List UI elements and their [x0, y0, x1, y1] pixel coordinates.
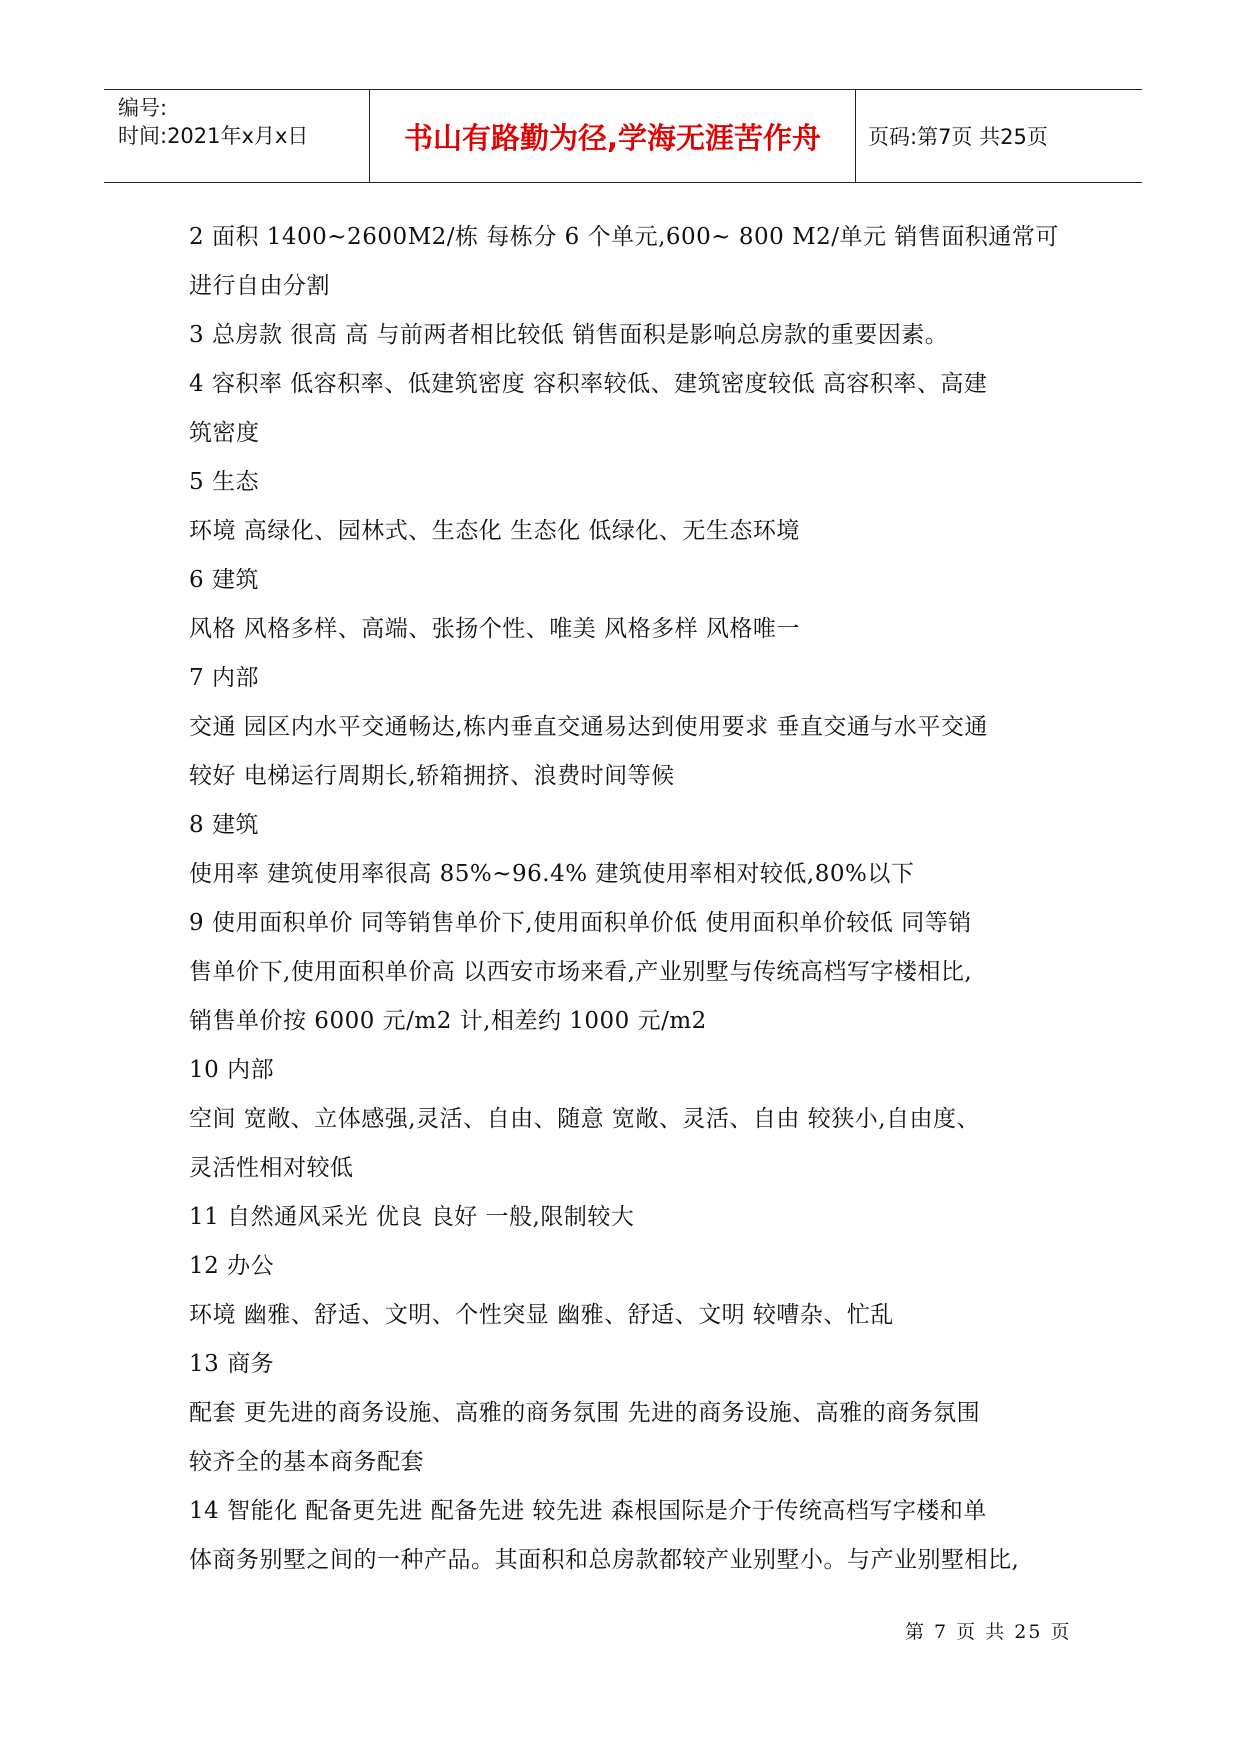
body-line: 进行自由分割: [189, 273, 330, 299]
body-line: 环境 高绿化、园林式、生态化 生态化 低绿化、无生态环境: [189, 518, 800, 544]
page-footer: 第 7 页 共 25 页: [905, 1621, 1072, 1643]
body-line: 4 容积率 低容积率、低建筑密度 容积率较低、建筑密度较低 高容积率、高建: [189, 371, 988, 397]
body-line: 3 总房款 很高 高 与前两者相比较低 销售面积是影响总房款的重要因素。: [189, 322, 949, 348]
body-line: 7 内部: [189, 665, 259, 691]
body-line: 13 商务: [189, 1351, 275, 1377]
body-line: 体商务别墅之间的一种产品。其面积和总房款都较产业别墅小。与产业别墅相比,: [189, 1547, 1020, 1573]
body-line: 空间 宽敞、立体感强,灵活、自由、随意 宽敞、灵活、自由 较狭小,自由度、: [189, 1106, 981, 1132]
body-line: 筑密度: [189, 420, 260, 446]
body-line: 2 面积 1400~2600M2/栋 每栋分 6 个单元,600~ 800 M2/单元 销售面积通常可: [189, 224, 1059, 250]
body-line: 售单价下,使用面积单价高 以西安市场来看,产业别墅与传统高档写字楼相比,: [189, 959, 973, 985]
body-line: 11 自然通风采光 优良 良好 一般,限制较大: [189, 1204, 635, 1230]
page-header: [104, 89, 1142, 183]
header-motto-cell: [370, 90, 856, 182]
body-line: 12 办公: [189, 1253, 275, 1279]
body-line: 9 使用面积单价 同等销售单价下,使用面积单价低 使用面积单价较低 同等销: [189, 910, 972, 936]
header-page-cell: [856, 90, 1142, 182]
body-line: 较齐全的基本商务配套: [189, 1449, 424, 1475]
body-line: 配套 更先进的商务设施、高雅的商务氛围 先进的商务设施、高雅的商务氛围: [189, 1400, 981, 1426]
time-label: 时间:2021年x月x日: [118, 124, 309, 148]
body-line: 6 建筑: [189, 567, 259, 593]
body-line: 环境 幽雅、舒适、文明、个性突显 幽雅、舒适、文明 较嘈杂、忙乱: [189, 1302, 894, 1328]
page-label: 页码:第7页 共25页: [868, 125, 1048, 149]
document-body: [189, 213, 1089, 1585]
number-label: 编号:: [118, 96, 168, 120]
body-line: 风格 风格多样、高端、张扬个性、唯美 风格多样 风格唯一: [189, 616, 800, 642]
body-line: 交通 园区内水平交通畅达,栋内垂直交通易达到使用要求 垂直交通与水平交通: [189, 714, 988, 740]
body-line: 销售单价按 6000 元/m2 计,相差约 1000 元/m2: [189, 1008, 707, 1034]
body-line: 较好 电梯运行周期长,轿箱拥挤、浪费时间等候: [189, 763, 675, 789]
body-line: 灵活性相对较低: [189, 1155, 354, 1181]
body-line: 14 智能化 配备更先进 配备先进 较先进 森根国际是介于传统高档写字楼和单: [189, 1498, 987, 1524]
body-line: 使用率 建筑使用率很高 85%~96.4% 建筑使用率相对较低,80%以下: [189, 861, 915, 887]
motto-text: 书山有路勤为径,学海无涯苦作舟: [403, 120, 822, 155]
header-info-cell: [104, 90, 370, 182]
body-line: 5 生态: [189, 469, 259, 495]
body-line: 8 建筑: [189, 812, 259, 838]
body-line: 10 内部: [189, 1057, 275, 1083]
